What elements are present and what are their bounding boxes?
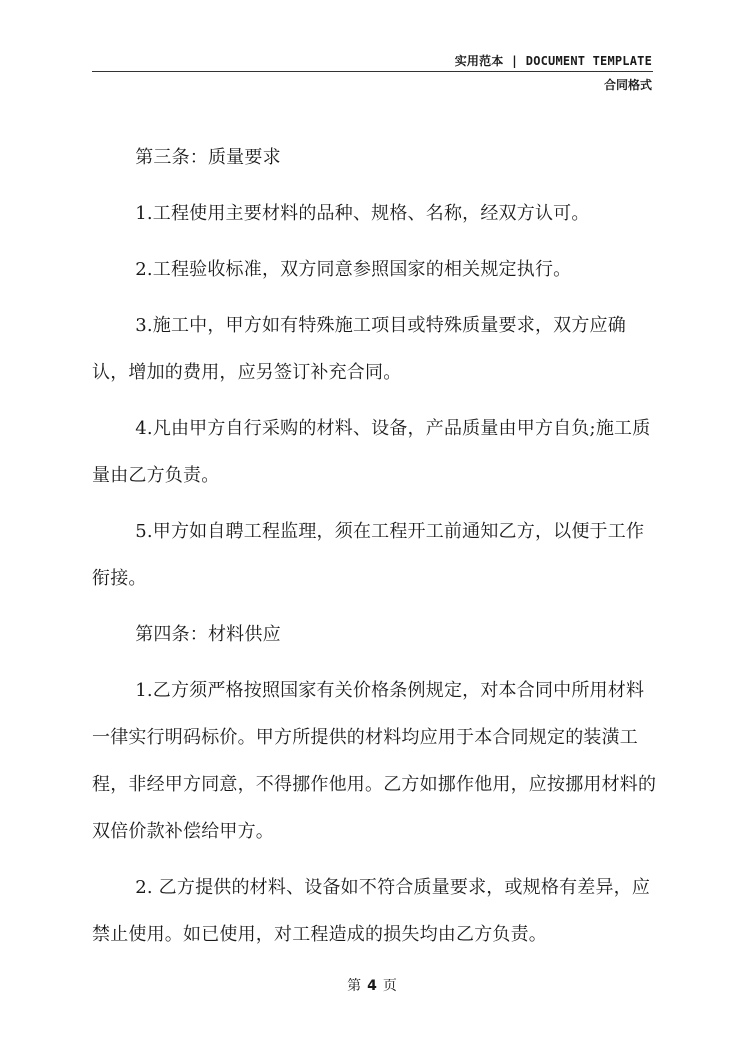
section-heading-article-3: 第三条：质量要求 (135, 147, 281, 168)
document-body (92, 134, 658, 967)
paragraph: 3.施工中，甲方如有特殊施工项目或特殊质量要求，双方应确认，增加的费用，应另签订补充合同。 (92, 315, 626, 383)
paragraph: 5.甲方如自聘工程监理，须在工程开工前通知乙方，以便于工作衔接。 (92, 521, 645, 589)
header-subtitle: 合同格式 (603, 78, 652, 92)
header-divider (92, 71, 653, 72)
paragraph: 1.乙方须严格按照国家有关价格条例规定，对本合同中所用材料一律实行明码标价。甲方所提供的材料均应用于本合同规定的装潢工程，非经甲方同意，不得挪作他用。乙方如挪作他用，应按挪用材料的双倍价款补偿给甲方。 (92, 680, 657, 842)
paragraph: 2.工程验收标准，双方同意参照国家的相关规定执行。 (135, 259, 572, 280)
page-suffix: 页 (382, 978, 397, 994)
page-number: 4 (367, 978, 377, 994)
header-title: 实用范本 | DOCUMENT TEMPLATE (454, 54, 652, 68)
paragraph: 2. 乙方提供的材料、设备如不符合质量要求，或规格有差异，应禁止使用。如已使用，对工程造成的损失均由乙方负责。 (92, 877, 651, 945)
paragraph: 1.工程使用主要材料的品种、规格、名称，经双方认可。 (135, 203, 590, 224)
page-number-footer (0, 975, 744, 995)
section-heading-article-4: 第四条：材料供应 (135, 624, 281, 645)
paragraph: 4.凡由甲方自行采购的材料、设备，产品质量由甲方自负;施工质量由乙方负责。 (92, 418, 651, 486)
page-prefix: 第 (347, 978, 362, 994)
